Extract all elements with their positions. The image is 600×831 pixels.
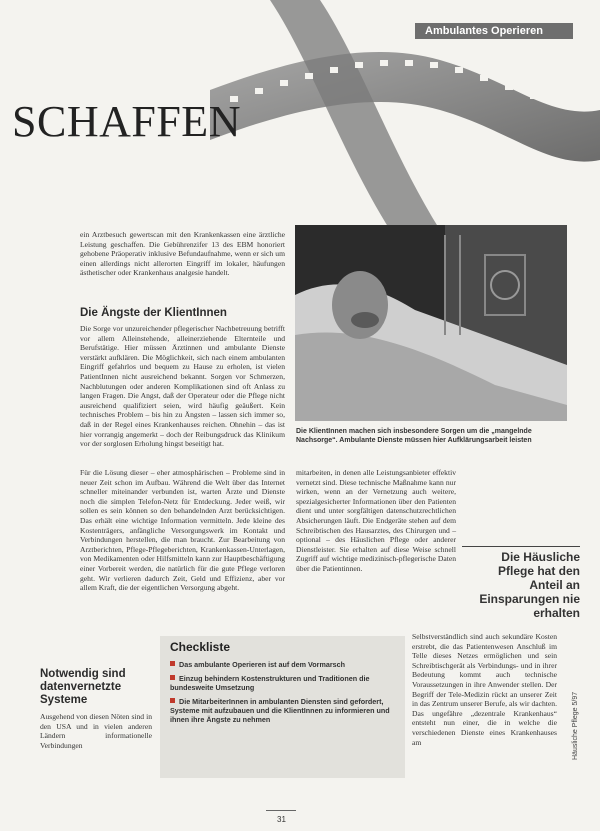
pullquote-rule: [462, 546, 580, 547]
bullet-icon: [170, 661, 175, 666]
checklist-list: [170, 660, 398, 724]
film-strip-graphic: [210, 0, 600, 230]
page-number: 31: [277, 815, 286, 824]
checklist-item: Das ambulante Operieren ist auf dem Vormarsch: [170, 660, 398, 669]
mid-paragraph-1: mitarbeiten, in denen alle Leistungsanbieter effektiv vernetzt sind. Diese technische Maßnahme kann nur wirken, wenn an der Vernetzung auch weitere, spezialgesicherter Informationen über den Patienten dient und unter sorgfältigen datenschutzrechtlichen Absicherungen läuft. Die Endgeräte stehen auf dem Schreibtischen des Hausarztes, des Chirurgen und – optional – des Häuslichen Pflege oder anderer Dienstleister. Sie erhalten auf diese Weise schnell Zugriff auf wichtige medizinisch-pflegerische Daten über die Patientinnen.: [296, 468, 456, 573]
intro-paragraph: ein Arztbesuch gewertscan mit den Krankenkassen eine ärztliche Leistung geschaffen. Die Gebührenzifer 13 des EBM honoriert gehobene Präoperativ inklusive Befundaufnahme, wenn er sich um einen allerdings nicht allerorten Eingriff im lokaler, häufungen ästhetischer oder Krankenhaus analgesie handelt.: [80, 230, 285, 278]
checklist-item: Die MitarbeiterInnen in ambulanten Diensten sind gefordert, Systeme mit aufzubauen und die KlientInnen zu informieren und ihnen ihre Ängste zu nehmen: [170, 697, 390, 724]
right-paragraph: Selbstverständlich sind auch sekundäre Kosten erstrebt, die das Patientenwesen Anschluß im Telle dieses Netzes ermöglichen und sein Schreibtischgerät als Verbindungs- und in ihrer Bedeutung kommt auch technische Voraussetzungen in ihre Anwender stellen. Der Begriff der Tele-Medizin rückt an unserer Zeit in das Zentrum unserer Berufe, als wir dachten. Das ungefähre „dezentrale Krankenhaus“ entsteht nun einer, die in welche die verschiedenen Dienste eines Krankenhauses am: [412, 632, 557, 747]
bullet-icon: [170, 675, 175, 680]
pullquote: Die Häusliche Pflege hat den Anteil an Einsparungen nie erhalten: [479, 550, 580, 620]
checklist-item: Einzug behindern Kostenstrukturen und Traditionen die bundesweite Umsetzung: [170, 674, 370, 692]
heading-angste: Die Ängste der KlientInnen: [80, 307, 227, 319]
side-publication-label: Häusliche Pflege 5/97: [572, 691, 579, 760]
angste-paragraph: Die Sorge vor unzureichender pflegerischer Nachbetreuung betrifft vor allem Alleinstehende, alleinerziehende Elternteile und Berufstätige. Hier müssen Ärztinnen und ambulante Dienste verstärkt aufklären. Die Möglichkeit, sich nach einem ambulanten Eingriff gefahrlos und bequem zu Hause zu erholen, ist vielen PatientInnen nicht ausreichend bekannt. Sorgen vor Schmerzen, Nachblutungen oder anderen Komplikationen sind oft Anlass zu langen Fragen. Die Angst, daß der Operateur oder die Pflege nicht ausreichend qualifiziert seien, wird häufig geäußert. Kein technisches Problem – bis hin zu Ängsten – lassen sich immer so, daß in der Regel eines Krankenhauses reichen. Ohnehin – das ist hier vorrangig angemerkt – doch der Reibungsdruck das Klinikum vor der sorglosen Erholung hingst beseitigt hat.: [80, 324, 285, 449]
patient-photo-illustration: [295, 225, 567, 421]
column-left-intro: [80, 230, 285, 282]
losung-paragraph: Für die Lösung dieser – eher atmosphärischen – Probleme sind in neuer Zeit schon im Aufbau. Während die Welt über das Internet schneller miteinander verbunden ist, warten Ärzte und Dienste noch die simplen Telefon-Netz für Entdeckung. Jeder weiß, wir sollen es sein können so den behandelnden Arzt berücksichtigen. Das erhält eine wichtige Information vermitteln. Jede kleine des Kostenträgers, anfängliche Versorgungswerk im Kontakt und Verbindungen herstellen, die man braucht. Zur Bearbeitung von Arztberichten, Pflege-Pflegeberichten, Krankenkassen-Unterlagen, von Medikamenten oder Hilfsmitteln kann zur Hauptbeschäftigung einer Vorbereit werden, die natürlich für die gute Pflege verloren geht. Wir verlieren dadurch Zeit, Geld und Effizienz, aber vor allem Kraft, die der eigentlichen Versorgung abgeht.: [80, 468, 285, 593]
heading-notwendig: Notwendig sind datenvernetzte Systeme: [40, 668, 126, 706]
patient-photo: [295, 225, 567, 421]
headline: SCHAFFEN: [12, 97, 241, 146]
page-rule: [266, 810, 296, 811]
column-right-lower: [412, 632, 557, 751]
column-left-angste: [80, 324, 285, 453]
bullet-icon: [170, 698, 175, 703]
checklist-title: Checkliste: [170, 640, 231, 654]
column-left-losung: [80, 468, 285, 597]
photo-caption: Die KlientInnen machen sich insbesondere Sorgen um die „mangelnde Nachsorge“. Ambulante Dienste müssen hier Aufklärungsarbeit leisten: [296, 428, 532, 444]
section-tab: Ambulantes Operieren: [415, 23, 573, 39]
column-mid-upper: [296, 468, 456, 578]
column-left-notwendig: [40, 712, 152, 754]
notwendig-paragraph: Ausgehend von diesen Nöten sind in den USA und in vielen anderen Ländern informationelle Verbindungen: [40, 712, 152, 750]
